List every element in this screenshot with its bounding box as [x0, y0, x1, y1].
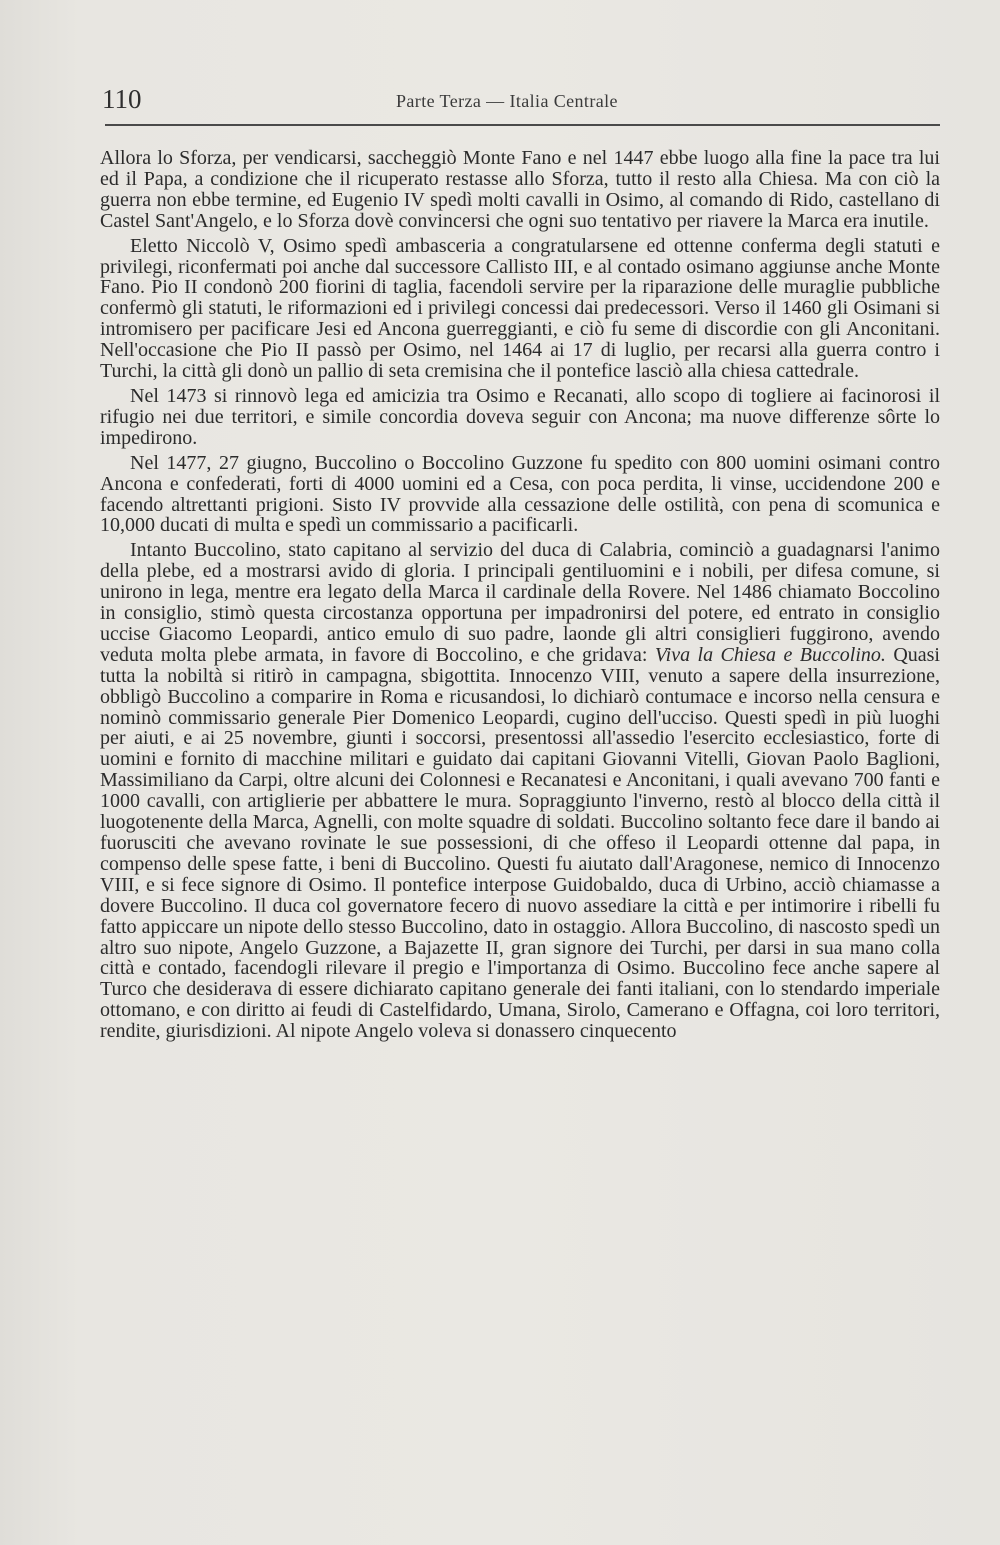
page-number: 110	[102, 84, 142, 114]
paragraph-4: Nel 1477, 27 giugno, Buccolino o Boccolino Guzzone fu spedito con 800 uomini osimani contro Ancona e confederati, forti di 4000 uomini ed a Cesa, con poca perdita, li vinse, uccidendone 200 e facendo altrettanti prigioni. Sisto IV provvide alla cessazione delle ostilità, con pena di scomunica e 10,000 ducati di multa e spedì un commissario a pacificarli.	[100, 451, 940, 537]
paragraph-5	[100, 540, 940, 1042]
paragraph-3: Nel 1473 si rinnovò lega ed amicizia tra Osimo e Recanati, allo scopo di togliere ai facinorosi il rifugio nei due territori, e simile concordia doveva seguir con Ancona; ma nuove differenze sôrte lo impedirono.	[100, 384, 940, 449]
paragraph-2: Eletto Niccolò V, Osimo spedì ambasceria a congratularsene ed ottenne conferma degli statuti e privilegi, riconfermati poi anche dal successore Callisto III, e al contado osimano aggiunse anche Monte Fano. Pio II condonò 200 fiorini di taglia, facendoli servire per la riparazione delle muraglie pubbliche confermò gli statuti, le riformazioni ed i privilegi concessi dai predecessori. Verso il 1460 gli Osimani si intromisero per pacificare Jesi ed Ancona guerreggianti, e ciò fu seme di discordie con gli Anconitani. Nell'occasione che Pio II passò per Osimo, nel 1464 ai 17 di luglio, per recarsi alla guerra contro i Turchi, la città gli donò un pallio di seta cremisina che il pontefice lasciò alla chiesa cattedrale.	[100, 234, 940, 383]
paragraph-5-text-before: Intanto Buccolino, stato capitano al servizio del duca di Calabria, cominciò a guadagnarsi l'animo della plebe, ed a mostrarsi avido di gloria. I principali gentiluomini e i nobili, per difesa comune, si unirono in lega, mentre era legato della Marca il cardinale della Rovere. Nel 1486 chiamato Boccolino in consiglio, stimò questa circostanza opportuna per impadronirsi del potere, ed entrato in consiglio uccise Giacomo Leopardi, antico emulo di suo padre, laonde gli altri consiglieri fuggirono, avendo veduta molta plebe armata, in favore di Boccolino, e che gridava:	[100, 539, 940, 666]
header-rule	[105, 124, 940, 126]
paragraph-5-italic-quote: Viva la Chiesa e Buccolino.	[654, 643, 886, 666]
paragraph-1: Allora lo Sforza, per vendicarsi, saccheggiò Monte Fano e nel 1447 ebbe luogo alla fine la pace tra lui ed il Papa, a condizione che il ricuperato restasse allo Sforza, tutto il resto alla Chiesa. Ma con ciò la guerra non ebbe termine, ed Eugenio IV spedì molti cavalli in Osimo, al comando di Rido, castellano di Castel Sant'Angelo, e lo Sforza dovè convincersi che ogni suo tentativo per riavere la Marca era inutile.	[100, 147, 940, 232]
paragraph-5-text-after: Quasi tutta la nobiltà si ritirò in campagna, sbigottita. Innocenzo VIII, venuto a sapere della insurrezione, obbligò Buccolino a comparire in Roma e ricusandosi, lo dichiarò contumace e incorso nella censura e nominò commissario generale Pier Domenico Leopardi, cugino dell'ucciso. Questi spedì in più luoghi per aiuti, e ai 25 novembre, giunti i soccorsi, presentossi all'assedio l'esercito ecclesiastico, forte di uomini e fornito di macchine militari e guidato dai capitani Giovanni Vitelli, Giovan Paolo Baglioni, Massimiliano da Carpi, oltre alcuni dei Colonnesi e Recanatesi e Anconitani, i quali avevano 700 fanti e 1000 cavalli, con artiglierie per abbattere le mura. Sopraggiunto l'inverno, restò al blocco della città il luogotenente della Marca, Agnelli, con molte squadre di soldati. Buccolino soltanto fece dare il bando ai fuorusciti che avevano rovinate le sue possessioni, di che offeso il Leopardi ottenne dal papa, in compenso delle spese fatte, i beni di Buccolino. Questi fu aiutato dall'Aragonese, nemico di Innocenzo VIII, e si fece signore di Osimo. Il pontefice interpose Guidobaldo, duca di Urbino, acciò chiamasse a dovere Buccolino. Il duca col governatore fecero di nuovo assediare la città e per intimorire i ribelli fu fatto appiccare un nipote dello stesso Buccolino, dato in ostaggio. Allora Buccolino, di nascosto spedì un altro suo nipote, Angelo Guzzone, a Bajazette II, gran signore dei Turchi, per darsi in sua mano colla città e contado, facendogli rilevare il pregio e l'importanza di Osimo. Buccolino fece anche sapere al Turco che desiderava di essere dichiarato capitano generale dei fanti italiani, con lo stendardo imperiale ottomano, e con diritto ai feudi di Castelfidardo, Umana, Sirolo, Camerano e Offagna, coi loro territori, rendite, giurisdizioni. Al nipote Angelo voleva si donassero cinquecento	[100, 643, 940, 1043]
running-title: Parte Terza — Italia Centrale	[396, 91, 618, 111]
body-text	[100, 148, 940, 1042]
page-header	[100, 84, 942, 120]
